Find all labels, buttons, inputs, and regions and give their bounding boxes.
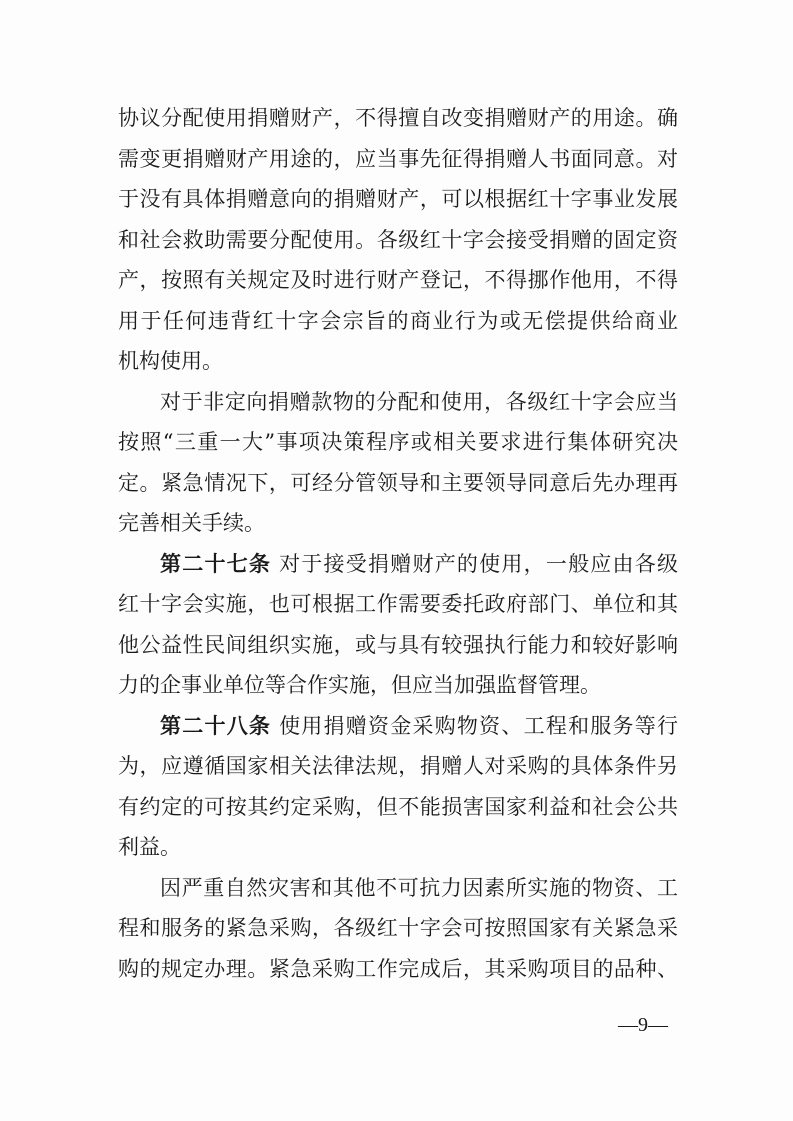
article-text: 使用捐赠资金采购物资、工程和服务等行	[279, 713, 678, 738]
page-number: —9—	[618, 1014, 668, 1036]
document-body	[118, 98, 678, 989]
text-line: 对于非定向捐赠款物的分配和使用，各级红十字会应当	[160, 389, 678, 414]
text-line: 和社会救助需要分配使用。各级红十字会接受捐赠的固定资	[118, 227, 678, 252]
text-line: 利益。	[118, 835, 181, 859]
text-line	[118, 544, 678, 585]
paragraph	[118, 98, 678, 382]
text-line: 完善相关手续。	[118, 511, 265, 535]
paragraph	[118, 382, 678, 544]
text-line: 程和服务的紧急采购，各级红十字会可按照国家有关紧急采	[118, 916, 678, 940]
text-line: 用于任何违背红十字会宗旨的商业行为或无偿提供给商业	[118, 308, 678, 333]
text-line: 机构使用。	[118, 349, 223, 373]
article-heading: 第二十八条	[160, 713, 272, 738]
text-line	[118, 706, 678, 747]
text-line: 红十字会实施，也可根据工作需要委托政府部门、单位和其	[118, 592, 678, 616]
paragraph	[118, 868, 678, 990]
text-line: 于没有具体捐赠意向的捐赠财产，可以根据红十字事业发展	[118, 187, 678, 211]
text-line: 需变更捐赠财产用途的，应当事先征得捐赠人书面同意。对	[118, 146, 678, 171]
text-line: 力的企事业单位等合作实施，但应当加强监督管理。	[118, 673, 601, 697]
text-line: 定。紧急情况下，可经分管领导和主要领导同意后先办理再	[118, 470, 678, 495]
article-text: 对于接受捐赠财产的使用，一般应由各级	[279, 551, 678, 576]
text-line: 有约定的可按其约定采购，但不能损害国家利益和社会公共	[118, 794, 678, 819]
text-line: 他公益性民间组织实施，或与具有较强执行能力和较好影响	[118, 632, 678, 657]
text-line: 按照“三重一大”事项决策程序或相关要求进行集体研究决	[118, 430, 678, 454]
article-28	[118, 706, 678, 868]
text-line: 产，按照有关规定及时进行财产登记，不得挪作他用，不得	[118, 268, 678, 292]
article-27	[118, 544, 678, 706]
article-heading: 第二十七条	[160, 551, 272, 576]
text-line: 协议分配使用捐赠财产，不得擅自改变捐赠财产的用途。确	[118, 106, 678, 130]
text-line: 因严重自然灾害和其他不可抗力因素所实施的物资、工	[160, 875, 678, 900]
text-line: 为，应遵循国家相关法律法规，捐赠人对采购的具体条件另	[118, 754, 678, 778]
text-line: 购的规定办理。紧急采购工作完成后，其采购项目的品种、	[118, 956, 678, 981]
